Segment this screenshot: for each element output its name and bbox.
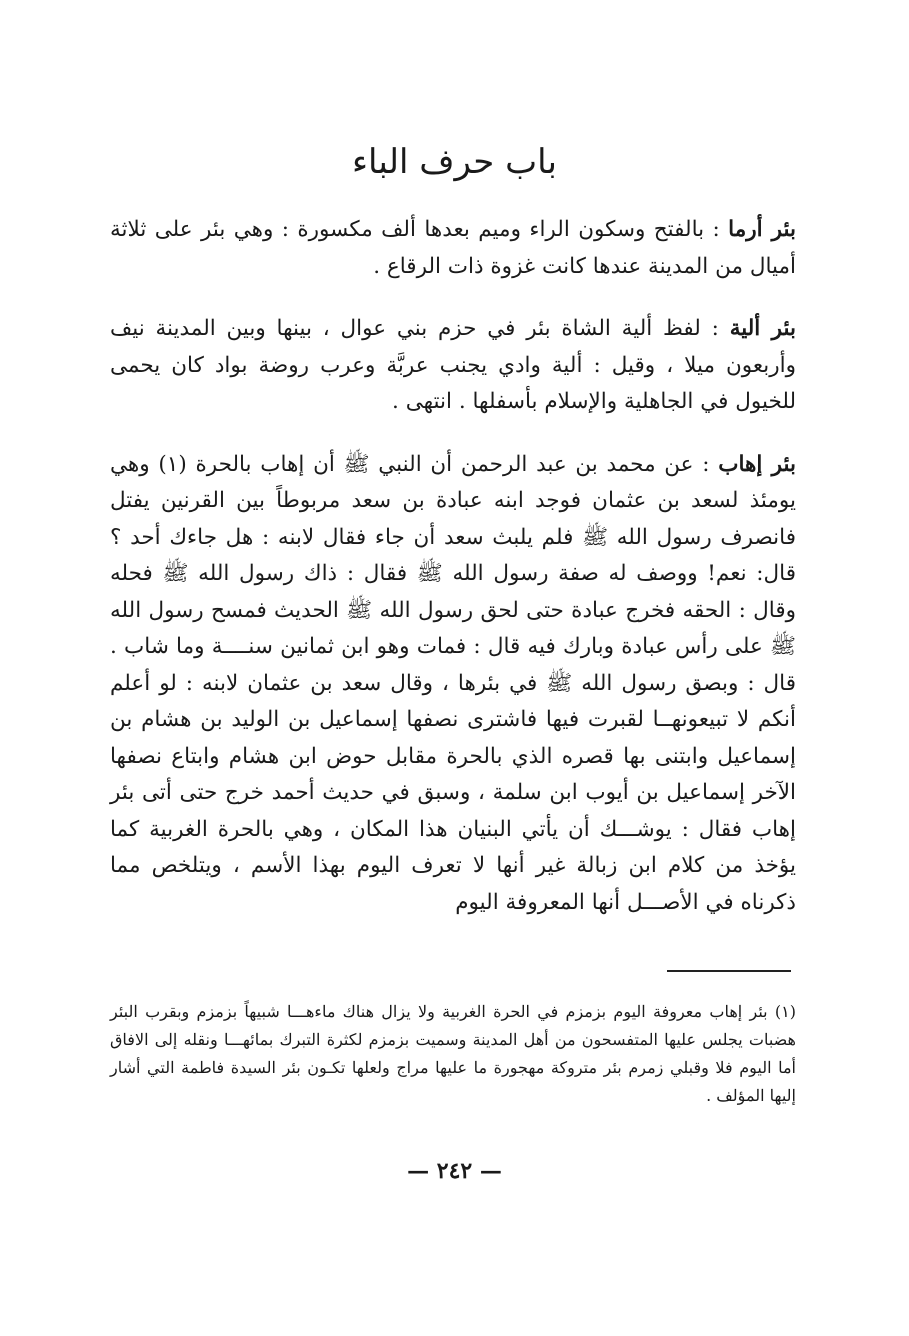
entry-body: : عن محمد بن عبد الرحمن أن النبي ﷺ أن إهاب بالحرة (١) وهي يومئذ لسعد بن عثمان فوجد ابنه عبادة بن سعد مربوطاً بين القرنين يفتل فانصرف رسول الله ﷺ فلم يلبث سعد أن جاء فقال لابنه : هل جاءك أحد ؟ قال: نعم! ووصف له صفة رسول الله ﷺ فقال : ذاك رسول الله ﷺ فحله وقال : الحقه فخرج عبادة حتى لحق رسول الله ﷺ الحديث فمسح رسول الله ﷺ على رأس عبادة وبارك فيه قال : فمات وهو ابن ثمانين سنــــة وما شاب . قال : وبصق رسول الله ﷺ في بئرها ، وقال سعد بن عثمان لابنه : لو أعلم أنكم لا تبيعونهــا لقبرت فيها فاشترى نصفها إسماعيل بن الوليد بن هشام بن إسماعيل وابتنى بها قصره الذي بالحرة مقابل حوض ابن هشام وابتاع نصفها الآخر إسماعيل بن أيوب ابن سلمة ، وسبق في حديث أحمد خرج حتى أتى بئر إهاب فقال : يوشـــك أن يأتي البنيان هذا المكان ، وهي بالحرة الغربية كما يؤخذ من كلام ابن زبالة غير أنها لا تعرف اليوم بهذا الأسم ، ويتلخص مما ذكرناه في الأصـــل أنها المعروفة اليوم — [110, 451, 796, 915]
footnote-divider — [667, 970, 791, 972]
entry-bir-ihab — [110, 447, 796, 922]
entry-bir-alya — [110, 311, 796, 421]
entry-heading: بئر ألية — [729, 316, 797, 341]
entry-body: : بالفتح وسكون الراء وميم بعدها ألف مكسورة : وهي بئر على ثلاثة أميال من المدينة عندها كانت غزوة ذات الرقاع . — [110, 217, 796, 279]
main-text — [110, 212, 796, 921]
page-number: — ٢٤٢ — — [407, 1158, 502, 1184]
entry-bir-arma — [110, 212, 796, 285]
entry-heading: بئر أرما — [728, 217, 796, 242]
chapter-title: باب حرف الباء — [352, 142, 557, 182]
entry-body: : لفظ ألية الشاة بئر في حزم بني عوال ، بينها وبين المدينة نيف وأربعون ميلا ، وقيل : ألية وادي يجنب عربَّة وعرب روضة بواد كان يحمى للخيول في الجاهلية والإسلام بأسفلها . انتهى . — [110, 316, 796, 414]
entry-heading: بئر إهاب — [718, 451, 797, 477]
footnote: (١) بئر إهاب معروفة اليوم بزمزم في الحرة الغربية ولا يزال هناك ماءهـــا شبيهاً بزمزم وبقرب البئر هضبات يجلس عليها المتفسحون من أهل المدينة وسميت بزمزم لكثرة التبرك بمائهـــا ونقله إلى الافاق أما اليوم فلا وقبلي زمرم بئر متروكة مهجورة ما عليها مراج ولعلها تكـون بئر السيدة فاطمة التي أشار إليها المؤلف . — [110, 1002, 796, 1105]
